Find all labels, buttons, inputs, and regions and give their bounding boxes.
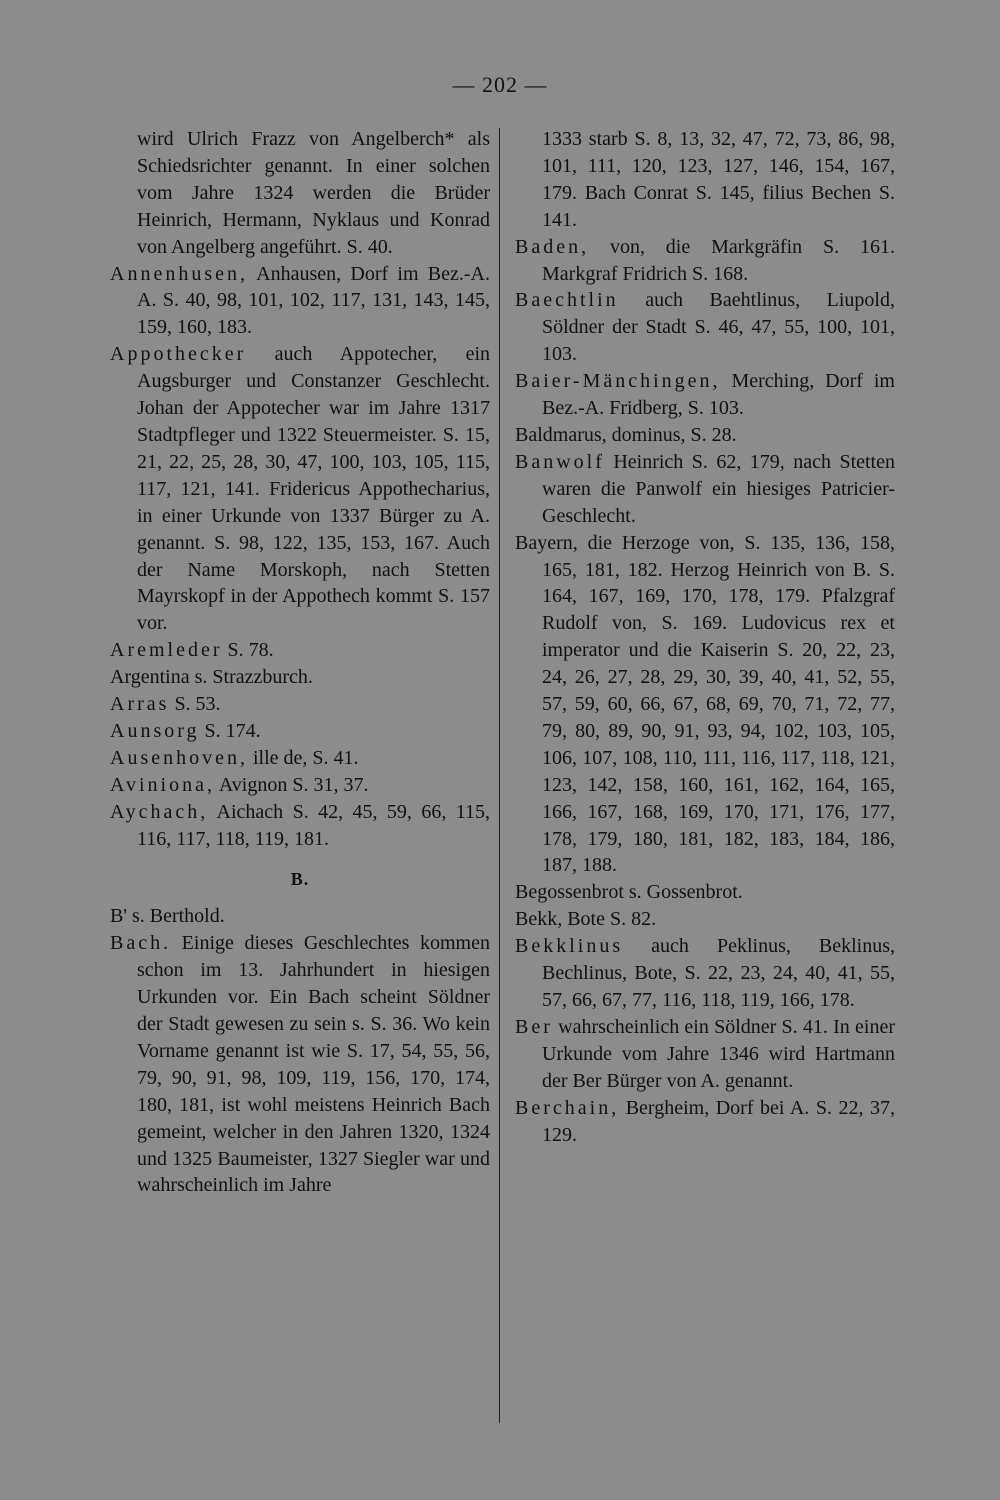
entry-keyword: Bayern, bbox=[515, 531, 578, 554]
entry-text: wahrscheinlich ein Söldner S. 41. In einer Urkunde vom Jahre 1346 wird Hartmann der Ber Bürger von A. genannt. bbox=[542, 1015, 895, 1092]
entry-text: Aichach S. 42, 45, 59, 66, 115, 116, 117, 118, 119, 181. bbox=[137, 800, 490, 850]
left-column bbox=[110, 126, 490, 1199]
entry-keyword: Aunsorg bbox=[110, 719, 200, 742]
entry-text: s. Gossenbrot. bbox=[623, 881, 743, 904]
right-column bbox=[515, 126, 895, 1148]
index-entry bbox=[110, 126, 490, 261]
entry-text: von, die Markgräfin S. 161. Markgraf Fridrich S. 168. bbox=[542, 235, 895, 285]
index-entry bbox=[110, 772, 490, 799]
index-entry bbox=[515, 422, 895, 449]
entry-keyword: Baechtlin bbox=[515, 289, 619, 312]
entry-text: Einige dieses Geschlechtes kommen schon im 13. Jahrhundert in hiesigen Urkunden vor. Ein Bach scheint Söldner der Stadt gewesen zu sein s. S. 36. Wo kein Vorname genannt ist wie S. 17, 54, 55, 56, 79, 90, 91, 98, 109, 119, 156, 170, 174, 180, 181, ist wohl meistens Heinrich Bach gemeint, welcher in den Jahren 1320, 1324 und 1325 Baumeister, 1327 Siegler war und wahrscheinlich im Jahre bbox=[137, 932, 490, 1197]
entry-keyword: Bekk, bbox=[515, 908, 563, 931]
entry-text: Anhausen, Dorf im Bez.-A. A. S. 40, 98, 101, 102, 117, 131, 143, 145, 159, 160, 183. bbox=[137, 262, 490, 339]
entry-keyword: Appothecker bbox=[110, 343, 247, 366]
column-divider bbox=[499, 128, 500, 1423]
entry-keyword: Baldmarus, bbox=[515, 423, 607, 446]
entry-text: Avignon S. 31, 37. bbox=[214, 773, 369, 796]
entry-text: ille de, S. 41. bbox=[247, 746, 359, 769]
entry-keyword: Aychach, bbox=[110, 800, 209, 823]
entry-keyword: Baier-Mänchingen, bbox=[515, 370, 721, 393]
index-entry bbox=[515, 1014, 895, 1095]
index-entry bbox=[110, 261, 490, 342]
index-entry bbox=[515, 126, 895, 234]
index-entry bbox=[110, 718, 490, 745]
entry-text: wird Ulrich Frazz von Angelberch* als Schiedsrichter genannt. In einer solchen vom Jahre 1324 werden die Brüder Heinrich, Hermann, Nyklaus und Konrad von Angelberg angeführt. S. 40. bbox=[137, 128, 490, 258]
entry-text: Heinrich S. 62, 179, nach Stetten waren die Panwolf ein hiesiges Patricier-Geschlecht. bbox=[542, 450, 895, 527]
section-header: B. bbox=[290, 869, 310, 890]
entry-keyword: Ber bbox=[515, 1015, 553, 1038]
entry-keyword: Annenhusen, bbox=[110, 262, 248, 285]
entry-text: S. 53. bbox=[169, 693, 221, 716]
entry-text: die Herzoge von, S. 135, 136, 158, 165, 181, 182. Herzog Heinrich von B. S. 164, 167, 169, 170, 178, 179. Pfalzgraf Rudolf von, S. 169. Ludovicus rex et imperator und die Kaiserin S. 20, 22, 23, 24, 26, 27, 28, 29, 30, 39, 40, 41, 52, 55, 57, 59, 60, 66, 67, 68, 69, 70, 71, 72, 77, 79, 80, 89, 90, 91, 93, 94, 102, 103, 105, 106, 107, 108, 110, 111, 116, 117, 118, 121, 123, 142, 158, 160, 161, 162, 164, 165, 166, 167, 168, 169, 170, 171, 176, 177, 178, 179, 180, 181, 182, 183, 184, 186, 187, 188. bbox=[542, 531, 895, 877]
entry-keyword: B' bbox=[110, 905, 127, 928]
index-entry bbox=[110, 664, 490, 691]
index-entry bbox=[515, 368, 895, 422]
entry-keyword: Aremleder bbox=[110, 639, 223, 662]
entry-keyword: Bach. bbox=[110, 932, 172, 955]
entry-text: 1333 starb S. 8, 13, 32, 47, 72, 73, 86, 98, 101, 111, 120, 123, 127, 146, 154, 167, 179. Bach Conrat S. 145, filius Bechen S. 141. bbox=[542, 128, 895, 231]
entry-keyword: Begossenbrot bbox=[515, 881, 624, 904]
index-entry bbox=[110, 691, 490, 718]
entry-text: s. Berthold. bbox=[126, 905, 225, 928]
index-entry bbox=[110, 341, 490, 637]
entry-text: auch Appotecher, ein Augsburger und Constanzer Geschlecht. Johan der Appotecher war im Jahre 1317 Stadtpfleger und 1322 Steuermeister. S. 15, 21, 22, 25, 28, 30, 47, 100, 103, 105, 115, 117, 121, 141. Fridericus Appothecharius, in einer Urkunde von 1337 Bürger zu A. genannt. S. 98, 122, 135, 153, 167. Auch der Name Morskoph, nach Stetten Mayrskopf in der Appothech kommt S. 157 vor. bbox=[137, 343, 490, 635]
index-entry bbox=[515, 530, 895, 880]
index-entry bbox=[110, 903, 490, 930]
entry-text: dominus, S. 28. bbox=[606, 423, 737, 446]
index-entry bbox=[110, 799, 490, 853]
index-entry bbox=[515, 234, 895, 288]
entry-text: Bote S. 82. bbox=[562, 908, 657, 931]
entry-keyword: Baden, bbox=[515, 235, 590, 258]
index-entry bbox=[515, 449, 895, 530]
index-entry bbox=[515, 906, 895, 933]
entry-text: Bergheim, Dorf bei A. S. 22, 37, 129. bbox=[542, 1096, 895, 1146]
entry-text: S. 174. bbox=[199, 719, 261, 742]
entry-keyword: Arras bbox=[110, 693, 170, 716]
entry-text: auch Peklinus, Beklinus, Bechlinus, Bote, S. 22, 23, 24, 40, 41, 55, 57, 66, 67, 77, 116, 118, 119, 166, 178. bbox=[542, 935, 895, 1011]
entry-text: s. Strazzburch. bbox=[189, 666, 313, 689]
entry-text: S. 78. bbox=[222, 639, 274, 662]
entry-keyword: Bekklinus bbox=[515, 935, 624, 958]
entry-keyword: Banwolf bbox=[515, 450, 605, 473]
entry-keyword: Argentina bbox=[110, 666, 190, 689]
index-entry bbox=[515, 879, 895, 906]
index-entry bbox=[515, 1095, 895, 1149]
index-entry bbox=[515, 933, 895, 1014]
index-entry bbox=[110, 637, 490, 664]
entry-text: auch Baehtlinus, Liupold, Söldner der Stadt S. 46, 47, 55, 100, 101, 103. bbox=[542, 289, 895, 366]
entry-keyword: Ausenhoven, bbox=[110, 746, 248, 769]
index-entry bbox=[110, 930, 490, 1199]
index-entry bbox=[515, 287, 895, 368]
entry-keyword: Berchain, bbox=[515, 1096, 620, 1119]
page-number: — 202 — bbox=[452, 72, 548, 97]
index-entry bbox=[110, 745, 490, 772]
entry-text: Merching, Dorf im Bez.-A. Fridberg, S. 103. bbox=[542, 370, 895, 420]
entry-keyword: Aviniona, bbox=[110, 773, 215, 796]
